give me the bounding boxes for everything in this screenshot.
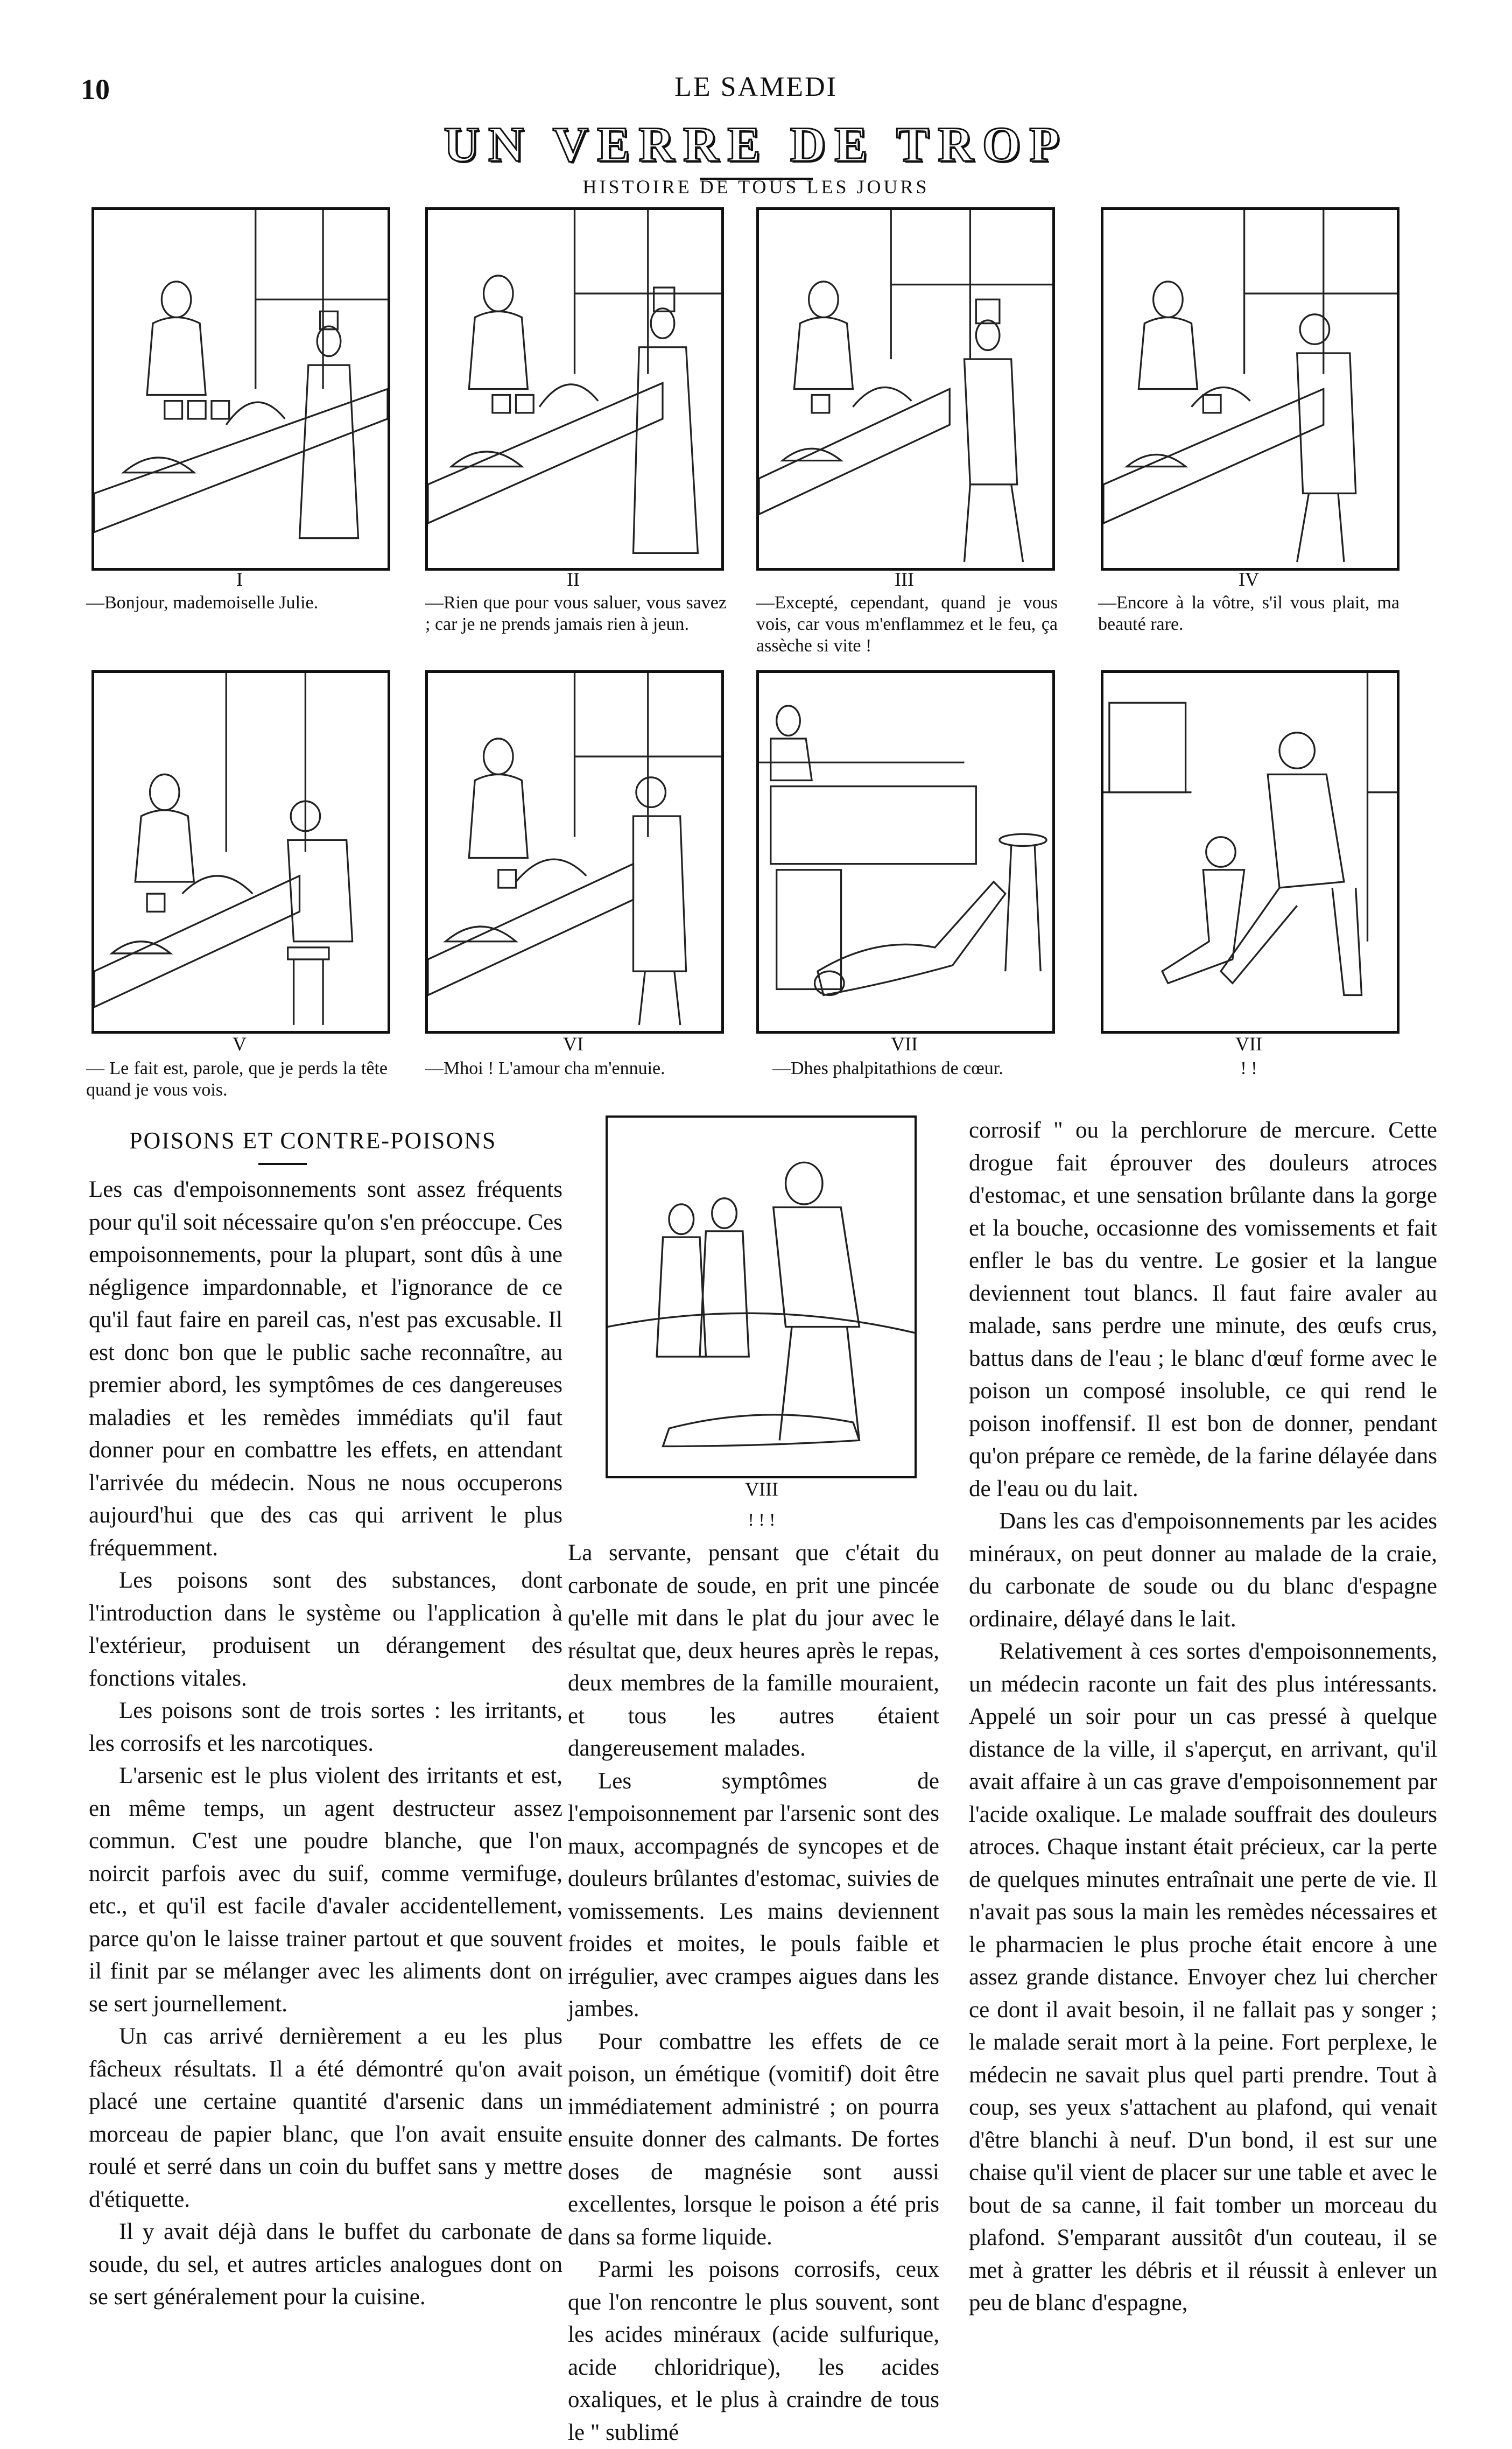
comic-panel-1-illustration: [92, 207, 390, 571]
column-1-paragraph: Les poisons sont des substances, dont l'introduction dans le système ou l'application à l'extérieur, produisent un dérangement des fonctions vitales.: [89, 1568, 562, 1691]
column-3-paragraph: corrosif " ou la perchlorure de mercure. Cette drogue fait éprouver des douleurs atroces d'estomac, et une sensation brûlante dans la gorge et la bouche, occasionne des vomissements et fait enfler le bas du ventre. Le gosier et la langue deviennent tout blancs. Il faut faire avaler au malade, sans perdre une minute, des œufs crus, battus dans de l'eau ; le blanc d'œuf forme avec le poison un composé insoluble, ce qui rend le poison inoffensif. Il est bon de donner, pendant qu'on prépare ce remède, de la farine délayée dans de l'eau ou du lait.: [969, 1118, 1437, 1501]
panel-2-numeral: II: [567, 569, 580, 590]
panel-8-numeral: VII: [1235, 1033, 1262, 1055]
journal-title: LE SAMEDI: [674, 72, 838, 102]
comic-panel-7-illustration: [756, 670, 1055, 1034]
figure-8-caption: ! ! !: [748, 1510, 776, 1530]
column-1-paragraph: Les cas d'empoisonnements sont assez fréquents pour qu'il soit nécessaire qu'on s'en préoccupe. Ces empoisonnements, pour la plupart, sont dûs à une négligence impardonnable, et l'ignorance de ce qu'il faut faire en pareil cas, n'est pas excusable. Il est donc bon que le public sache reconnaître, au premier abord, les symptômes de ces dangereuses maladies et les remèdes immédiats qu'il faut donner pour en combattre les effets, en attendant l'arrivée du médecin. Nous ne nous occuperons aujourd'hui que des cas qui arrivent le plus fréquemment.: [89, 1177, 562, 1561]
article-column-3: [969, 1114, 1437, 2320]
heading-rule: [258, 1163, 307, 1165]
comic-panel-3-illustration: [756, 207, 1055, 571]
panel-8-caption: ! !: [1240, 1058, 1257, 1078]
panel-6-caption: —Mhoi ! L'amour cha m'ennuie.: [425, 1058, 665, 1078]
figure-8-illustration: [606, 1115, 917, 1478]
page-number: 10: [81, 73, 110, 106]
panel-1-numeral: I: [236, 569, 243, 590]
panel-3-numeral: III: [895, 569, 914, 590]
panel-7-numeral: VII: [891, 1033, 918, 1055]
article-column-1: [89, 1174, 562, 2314]
figure-8-numeral: VIII: [745, 1478, 778, 1500]
comic-panel-8-illustration: [1101, 670, 1400, 1034]
panel-3-caption: —Excepté, cependant, quand je vous vois, car vous m'enflammez et le feu, ça assèche si vite !: [756, 593, 1058, 656]
panel-4-numeral: IV: [1239, 569, 1259, 590]
column-1-paragraph: Il y avait déjà dans le buffet du carbonate de soude, du sel, et autres articles analogues dont on se sert généralement pour la cuisine.: [89, 2219, 562, 2310]
article-heading: POISONS ET CONTRE-POISONS: [129, 1127, 497, 1154]
comic-panel-4-illustration: [1101, 207, 1400, 571]
column-1-paragraph: L'arsenic est le plus violent des irritants et est, en même temps, un agent destructeur assez commun. C'est une poudre blanche, que l'on noircit parfois avec du suif, comme vermifuge, etc., et qu'il est facile d'avaler accidentellement, parce qu'on le laisse trainer partout et que souvent il finit par se mélanger avec les aliments dont on se sert journellement.: [89, 1763, 562, 2017]
comic-panel-5-illustration: [92, 670, 390, 1034]
column-1-paragraph: Un cas arrivé dernièrement a eu les plus fâcheux résultats. Il a été démontré qu'on avait placé une certaine quantité d'arsenic dans un morceau de papier blanc, que l'on avait ensuite roulé et serré dans un coin du buffet sans y mettre d'étiquette.: [89, 2024, 562, 2212]
story-subtitle: HISTOIRE DE TOUS LES JOURS: [582, 176, 930, 198]
panel-7-caption: —Dhes phalpitathions de cœur.: [772, 1058, 1003, 1078]
column-2-paragraph: Parmi les poisons corrosifs, ceux que l'on rencontre le plus souvent, sont les acides minéraux (acide sulfurique, acide chloridrique), les acides oxaliques, et le plus à craindre de tous le " sublimé: [568, 2257, 939, 2445]
column-1-paragraph: Les poisons sont de trois sortes : les irritants, les corrosifs et les narcotiques.: [89, 1698, 562, 1756]
story-title: UN VERRE DE TROP: [444, 117, 1068, 172]
panel-2-caption: —Rien que pour vous saluer, vous savez ; car je ne prends jamais rien à jeun.: [425, 593, 727, 634]
article-column-2: [568, 1537, 939, 2449]
column-2-paragraph: Pour combattre les effets de ce poison, un émétique (vomitif) doit être immédiatement administré ; on pourra ensuite donner des calmants. De fortes doses de magnésie sont aussi excellentes, lorsque le poison a été pris dans sa forme liquide.: [568, 2029, 939, 2250]
panel-5-caption: — Le fait est, parole, que je perds la tête quand je vous vois.: [86, 1058, 388, 1100]
column-3-paragraph: Dans les cas d'empoisonnements par les acides minéraux, on peut donner au malade de la craie, du carbonate de soude ou du blanc d'espagne ordinaire, délayé dans le lait.: [969, 1508, 1437, 1632]
column-2-paragraph: Les symptômes de l'empoisonnement par l'arsenic sont des maux, accompagnés de syncopes et de douleurs brûlantes d'estomac, suivies de vomissements. Les mains deviennent froides et moites, le pouls faible et irrégulier, avec crampes aigues dans les jambes.: [568, 1768, 939, 2022]
column-2-paragraph: La servante, pensant que c'était du carbonate de soude, en prit une pincée qu'elle mit dans le plat du jour avec le résultat que, deux heures après le repas, deux membres de la famille mouraient, et tous les autres étaient dangereusement malades.: [568, 1540, 939, 1761]
panel-1-caption: —Bonjour, mademoiselle Julie.: [86, 593, 319, 613]
column-3-paragraph: Relativement à ces sortes d'empoisonnements, un médecin raconte un fait des plus intéressants. Appelé un soir pour un cas pressé à quelque distance de la ville, il s'aperçut, en arrivant, qu'il avait affaire à un cas grave d'empoisonnement par l'acide oxalique. Le malade souffrait des douleurs atroces. Chaque instant était précieux, car la perte de quelques minutes entraînait une perte de vie. Il n'avait pas sous la main les remèdes nécessaires et le pharmacien le plus proche était encore à une assez grande distance. Envoyer chez lui chercher ce dont il avait besoin, il ne fallait pas y songer ; le malade serait mort à la peine. Fort perplexe, le médecin ne savait plus quel parti prendre. Tout à coup, ses yeux s'attachent au plafond, qui venait d'être blanchi à neuf. D'un bond, il est sur une chaise qu'il vient de placer sur une table et avec le bout de sa canne, il fait tomber un morceau du plafond. S'emparant aussitôt d'un couteau, il se met à gratter les débris et il réussit à enlever un peu de blanc d'espagne,: [969, 1639, 1437, 2315]
panel-6-numeral: VI: [563, 1033, 583, 1055]
comic-panel-2-illustration: [425, 207, 724, 571]
panel-5-numeral: V: [233, 1033, 247, 1055]
panel-4-caption: —Encore à la vôtre, s'il vous plait, ma beauté rare.: [1098, 593, 1400, 634]
comic-panel-6-illustration: [425, 670, 724, 1034]
